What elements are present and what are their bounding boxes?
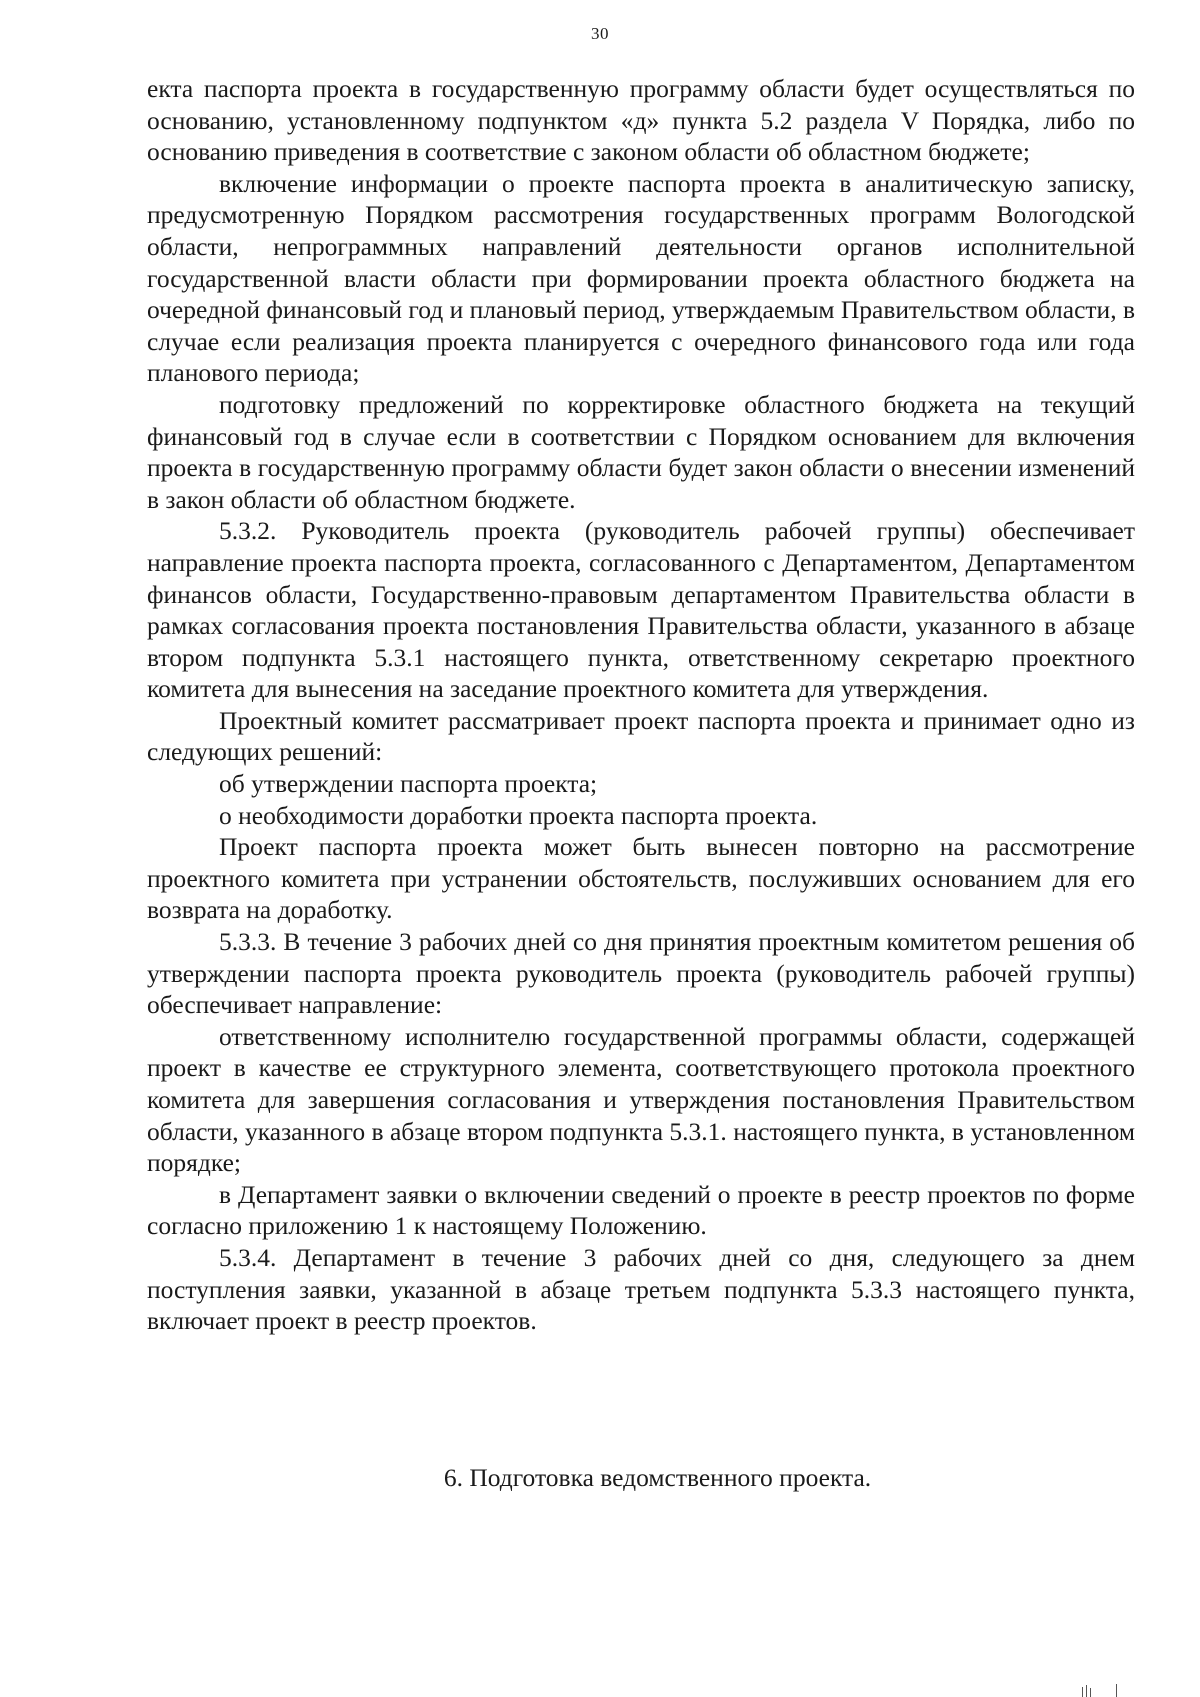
paragraph: 5.3.2. Руководитель проекта (руководитель рабочей группы) обеспечивает направление проекта паспорта проекта, согласованного с Департаментом, Департаментом финансов области, Государственно-правовым департаментом Правительства области в рамках согласования проекта постановления Правительства области, указанного в абзаце втором подпункта 5.3.1 настоящего пункта, ответственному секретарю проектного комитета для вынесения на заседание проектного комитета для утверждения. — [147, 516, 1135, 704]
scan-artifact — [1080, 1683, 1120, 1697]
paragraph: Проектный комитет рассматривает проект паспорта проекта и принимает одно из следующих решений: — [147, 705, 1135, 767]
paragraph: 5.3.3. В течение 3 рабочих дней со дня принятия проектным комитетом решения об утверждении паспорта проекта руководитель проекта (руководитель рабочей группы) обеспечивает направление: — [147, 927, 1135, 1020]
paragraph: в Департамент заявки о включении сведений о проекте в реестр проектов по форме согласно приложению 1 к настоящему Положению. — [147, 1179, 1135, 1241]
page-number: 30 — [591, 24, 609, 43]
paragraph: включение информации о проекте паспорта проекта в аналитическую записку, предусмотренную Порядком рассмотрения государственных программ Вологодской области, непрограммных направлений деятельности органов исполнительной государственной власти области при формировании проекта областного бюджета на очередной финансовый год и плановый период, утверждаемым Правительством области, в случае если реализация проекта планируется с очередного финансового года или года планового периода; — [147, 168, 1135, 388]
paragraph: подготовку предложений по корректировке областного бюджета на текущий финансовый год в случае если в соответствии с Порядком основанием для включения проекта в государственную программу области будет закон области о внесении изменений в закон области об областном бюджете. — [147, 389, 1135, 514]
section-heading: 6. Подготовка ведомственного проекта. — [443, 1463, 872, 1492]
paragraph: 5.3.4. Департамент в течение 3 рабочих дней со дня, следующего за днем поступления заявки, указанной в абзаце третьем подпункта 5.3.3 настоящего пункта, включает проект в реестр проектов. — [147, 1242, 1135, 1336]
paragraph: о необходимости доработки проекта паспорта проекта. — [219, 800, 818, 830]
paragraph: Проект паспорта проекта может быть вынесен повторно на рассмотрение проектного комитета при устранении обстоятельств, послуживших основанием для его возврата на доработку. — [147, 832, 1135, 925]
paragraph: об утверждении паспорта проекта; — [219, 769, 598, 799]
paragraph: ответственному исполнителю государственной программы области, содержащей проект в качестве ее структурного элемента, соответствующего протокола проектного комитета для завершения согласования и утверждения постановления Правительством области, указанного в абзаце втором подпункта 5.3.1. настоящего пункта, в установленном порядке; — [147, 1021, 1135, 1178]
paragraph: екта паспорта проекта в государственную программу области будет осуществляться по основанию, установленному подпунктом «д» пункта 5.2 раздела V Порядка, либо по основанию приведения в соответствие с законом области об областном бюджете; — [147, 74, 1135, 167]
document-body — [147, 73, 1135, 1337]
